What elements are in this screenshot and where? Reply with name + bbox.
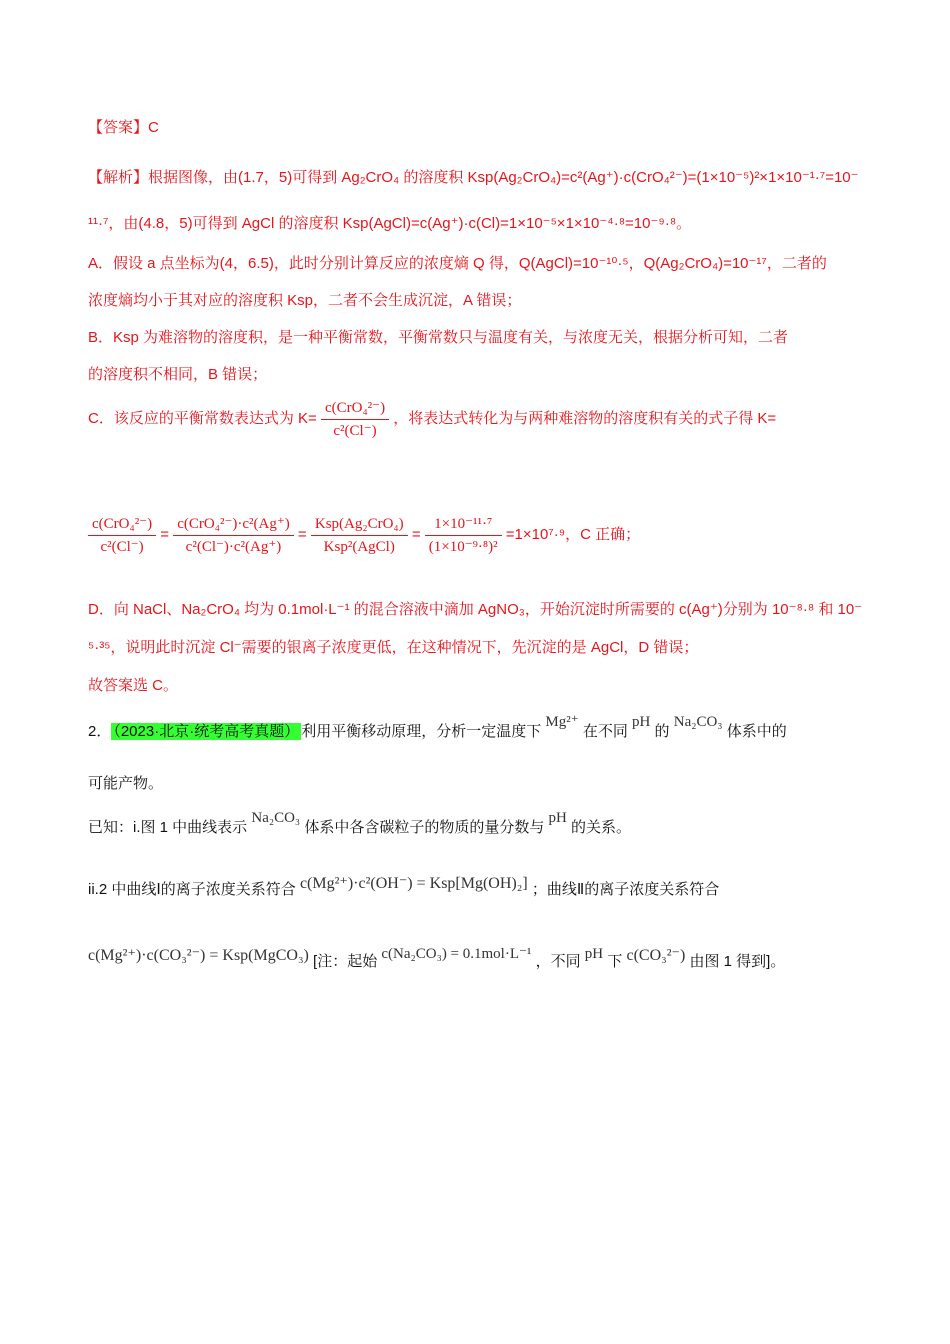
option-b-line-1 [88,328,788,348]
option-d-text-1: D．向 NaCl、Na₂CrO₄ 均为 0.1mol·L⁻¹ 的混合溶液中滴加 AgNO₃，开始沉淀时所需要的 c(Ag⁺)分别为 10⁻⁸·⁸ 和 10⁻ [88,601,863,618]
option-b-text-1: B．Ksp 为难溶物的溶度积，是一种平衡常数，平衡常数只与温度有关，与浓度无关，根据分析可知，二者 [88,329,789,346]
equals-sign-3: = [411,526,421,543]
option-b-text-2: 的溶度积不相同，B 错误； [88,366,268,383]
derivation-fraction-3 [311,515,408,556]
derivation-result: =1×10⁷·⁹，C 正确； [505,526,641,543]
known-i-line [88,810,631,846]
option-b-line-2 [88,365,267,385]
question-text-1: 利用平衡移动原理，分析一定温度下 [301,723,542,740]
option-a-line-1 [88,254,827,274]
known-i-suffix: 的关系。 [571,819,632,836]
question-number: 2． [88,723,112,740]
fraction-4-numerator: 1×10⁻¹¹·⁷ [425,515,502,536]
fraction-2-numerator: c(CrO₄²⁻)·c²(Ag⁺) [173,515,294,536]
analysis-label: 【解析】 [88,169,149,186]
analysis-line-1 [88,168,859,188]
option-d-text-2: ⁵·³⁵，说明此时沉淀 Cl⁻需要的银离子浓度更低，在这种情况下，先沉淀的是 AgCl，D 错误； [88,639,699,656]
derivation-fraction-1 [88,515,156,556]
option-a-line-2 [88,291,521,311]
final-answer-text: 故答案选 C。 [88,677,179,694]
k-fraction-denominator: c²(Cl⁻) [333,422,377,439]
note-suffix: 由图 1 得到]。 [689,953,786,970]
note-formula: c(Na₂CO₃) = 0.1mol·L⁻¹ [381,946,532,962]
answer-label: 【答案】 [88,119,149,136]
option-a-text-2: 浓度熵均小于其对应的溶度积 Ksp，二者不会生成沉淀，A 错误； [88,292,522,309]
analysis-text-1: 根据图像，由(1.7，5)可得到 Ag₂CrO₄ 的溶度积 Ksp(Ag₂CrO₄)=c²(Ag⁺)·c(CrO₄²⁻)=(1×10⁻⁵)²×1×10⁻¹·⁷=10⁻ [148,169,859,186]
question-2-line-2 [88,774,163,794]
known-ii-mid: ；曲线Ⅱ的离子浓度关系符合 [531,881,720,898]
question-text-4: 体系中的 [726,723,787,740]
known-i-prefix: 已知：i.图 1 中曲线表示 [88,819,248,836]
known-ph: pH [548,810,567,826]
note-prefix: [注：起始 [313,953,378,970]
fraction-1-denominator: c²(Cl⁻) [100,538,144,555]
fraction-2-denominator: c²(Cl⁻)·c²(Ag⁺) [185,538,282,555]
curve-ii-formula: c(Mg²⁺)·c(CO₃²⁻) = Ksp(MgCO₃) [88,947,309,964]
mg-ion: Mg²⁺ [545,714,579,730]
option-a-text-1: A．假设 a 点坐标为(4，6.5)，此时分别计算反应的浓度熵 Q 得，Q(AgCl)=10⁻¹⁰·⁵，Q(Ag₂CrO₄)=10⁻¹⁷，二者的 [88,255,827,272]
known-ii-line [88,872,719,908]
fraction-3-denominator: Ksp²(AgCl) [323,538,395,555]
fraction-1-numerator: c(CrO₄²⁻) [88,515,156,536]
source-tag: （2023·北京·统考高考真题） [113,723,300,740]
note-ph: pH [584,946,604,962]
note-mid: ，不同 [535,953,581,970]
option-c-prefix: C．该反应的平衡常数表达式为 K= [88,410,317,427]
curve-i-formula: c(Mg²⁺)·c²(OH⁻) = Ksp[Mg(OH)₂] [299,875,528,892]
k-fraction-numerator: c(CrO₄²⁻) [321,399,389,420]
fraction-3-numerator: Ksp(Ag₂CrO₄) [311,515,408,536]
analysis-text-2: ¹¹·⁷，由(4.8，5)可得到 AgCl 的溶度积 Ksp(AgCl)=c(Ag⁺)·c(Cl)=1×10⁻⁵×1×10⁻⁴·⁸=10⁻⁹·⁸。 [88,215,692,232]
answer-value: C [148,119,159,136]
option-c-line-1 [88,398,776,440]
question-text-3: 的 [654,723,670,740]
derivation-fraction-4 [425,515,502,556]
known-ii-prefix: ii.2 中曲线Ⅰ的离子浓度关系符合 [88,881,296,898]
curve-ii-line [88,944,785,980]
note-co3: c(CO₃²⁻) [626,947,686,964]
analysis-line-2 [88,214,691,234]
na2co3-formula: Na₂CO₃ [673,714,723,730]
known-na2co3: Na₂CO₃ [251,810,301,826]
question-text-5: 可能产物。 [88,775,164,792]
option-d-line-1 [88,600,862,620]
equals-sign-1: = [160,526,170,543]
known-i-mid: 体系中各含碳粒子的物质的量分数与 [304,819,545,836]
question-text-2: 在不同 [582,723,628,740]
derivation-fraction-2 [173,515,294,556]
k-expression-fraction [321,399,389,440]
question-2-line-1 [88,714,787,750]
ph-symbol: pH [632,714,651,730]
option-d-line-3 [88,676,178,696]
answer-line [88,118,159,138]
fraction-4-denominator: (1×10⁻⁹·⁸)² [428,538,498,555]
equals-sign-2: = [297,526,307,543]
option-c-derivation [88,512,640,558]
note-under: 下 [607,953,623,970]
option-d-line-2 [88,638,698,658]
option-c-suffix: ，将表达式转化为与两种难溶物的溶度积有关的式子得 K= [393,410,777,427]
